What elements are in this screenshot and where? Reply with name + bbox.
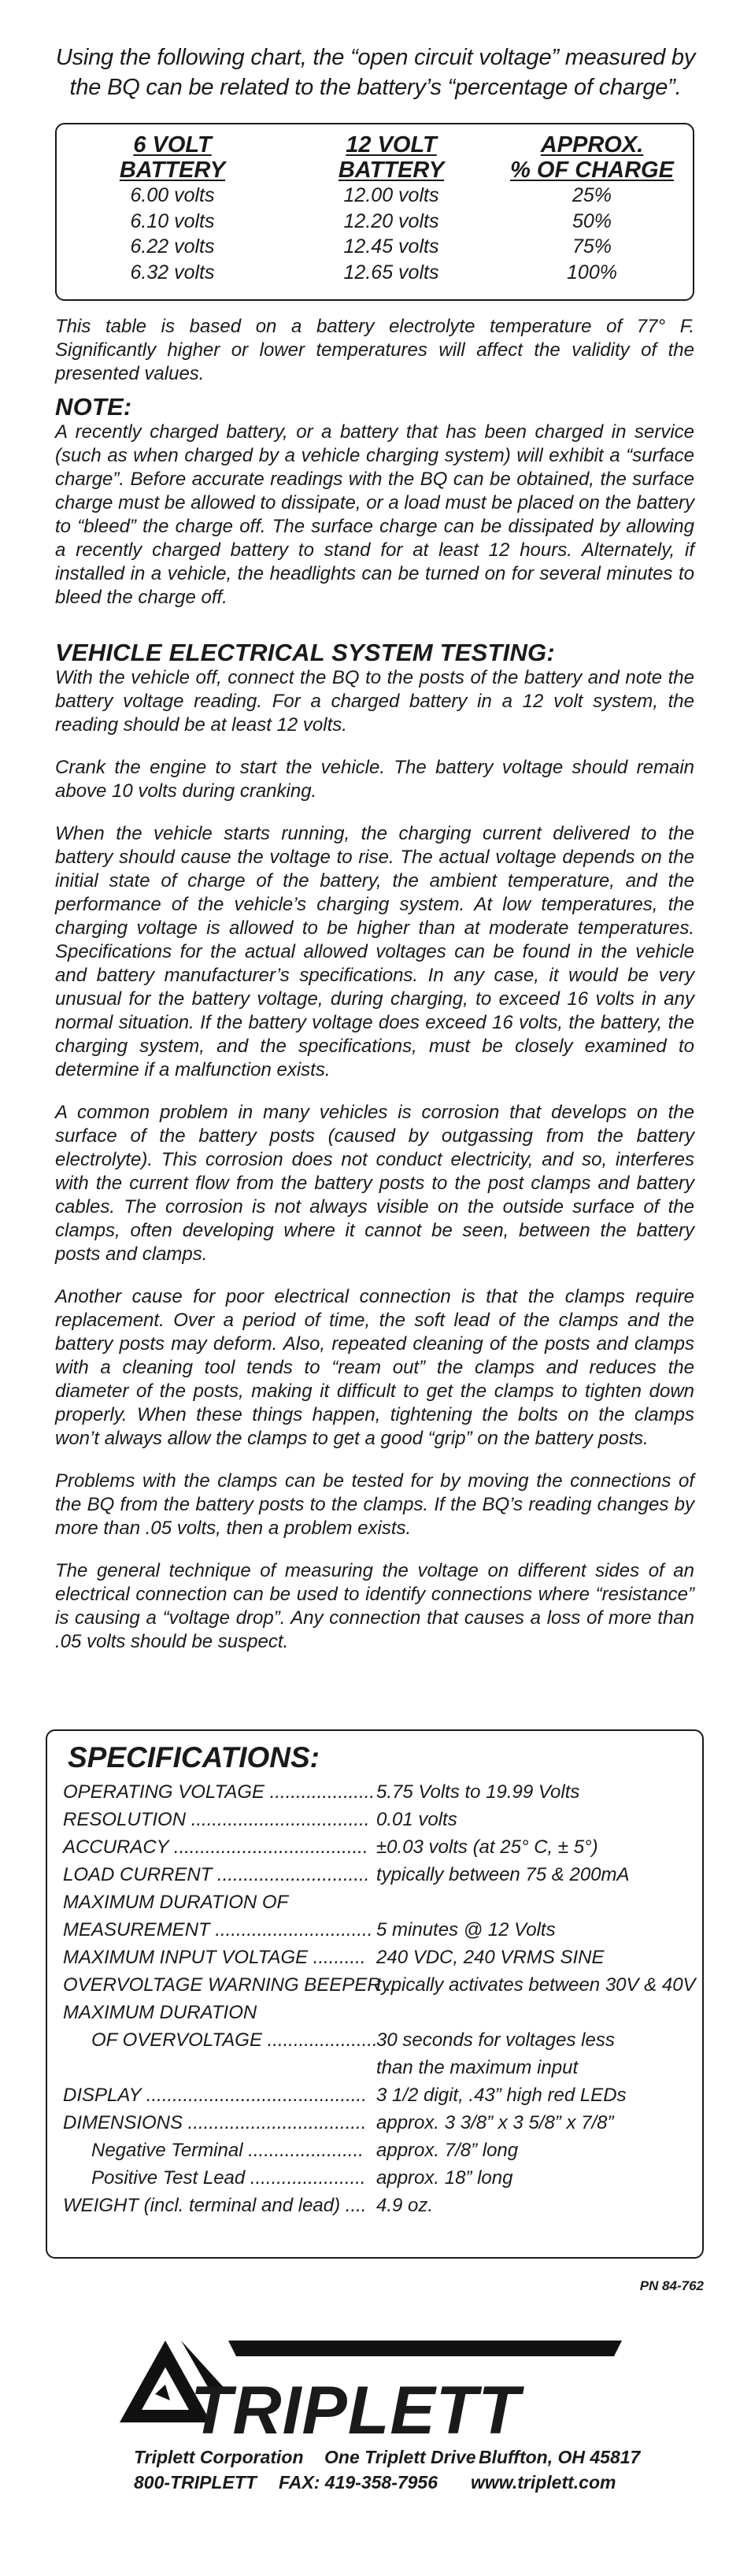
header-line: 6 VOLT (133, 132, 212, 158)
spec-row (63, 2054, 693, 2081)
paragraph: With the vehicle off, connect the BQ to the posts of the battery and note the battery voltage reading. For a charged battery in a 12 volt system, the reading should be at least 12 volts. (55, 667, 694, 736)
table-cell: 6.32 volts (130, 261, 215, 284)
paragraph: Another cause for poor electrical connection is that the clamps require replacement. Over a period of time, the soft lead of the clamps and the battery posts may deform. Also, repeated cleaning of the posts and clamps with a cleaning tool tends to “ream out” the clamps and reduces the diameter of the posts, making it difficult to get the clamps to tighten down properly. When these things happen, tightening the bolts on the clamps won’t always allow the clamps to get a good “grip” on the battery posts. (55, 1286, 694, 1449)
table-cell: 100% (567, 261, 617, 284)
spec-value: 5 minutes @ 12 Volts (376, 1919, 556, 1940)
spec-label: RESOLUTION .................................. (63, 1809, 370, 1830)
paragraph: A common problem in many vehicles is corrosion that develops on the surface of the battery posts (caused by outgassing from the battery electrolyte). This corrosion does not conduct electricity, and so, interferes with the current flow from the battery posts to the post clamps and battery cables. The corrosion is not always visible on the outside surface of the clamps, often developing where it cannot be seen, between the battery posts and clamps. (55, 1102, 694, 1265)
spec-label: Positive Test Lead ...................... (91, 2167, 366, 2189)
spec-row (63, 2137, 693, 2164)
intro-line-1: Using the following chart, the “open circuit voltage” measured by (55, 45, 696, 70)
spec-value: approx. 7/8” long (376, 2140, 519, 2161)
spec-value: approx. 3 3/8” x 3 5/8” x 7/8” (376, 2112, 614, 2133)
intro-text (31, 43, 720, 102)
column-percent-charge (505, 132, 679, 285)
temperature-note: This table is based on a battery electrolyte temperature of 77° F. Significantly higher or lower temperatures will affect the validity of the presented values. (55, 316, 694, 384)
spec-label: MAXIMUM DURATION (63, 2002, 257, 2023)
spec-value: typically between 75 & 200mA (376, 1864, 630, 1885)
table-cell: 12.45 volts (343, 235, 439, 258)
column-header (505, 132, 679, 183)
table-cell: 75% (572, 235, 612, 258)
charge-table (55, 123, 694, 301)
spec-value: 0.01 volts (376, 1809, 457, 1830)
spec-row (63, 1944, 693, 1971)
company-name: Triplett Corporation (134, 2447, 304, 2467)
brand-name: TRIPLETT (191, 2373, 520, 2448)
column-header (98, 132, 247, 183)
column-header (309, 132, 474, 183)
part-number: PN 84-762 (639, 2278, 704, 2293)
header-line: 12 VOLT (346, 132, 437, 158)
intro-line-2: the BQ can be related to the battery’s “percentage of charge”. (69, 75, 682, 100)
spec-value: than the maximum input (376, 2057, 579, 2078)
specifications-box (46, 1729, 704, 2259)
table-cell: 12.00 volts (343, 184, 439, 206)
spec-label: Negative Terminal ...................... (91, 2140, 364, 2161)
spec-label: LOAD CURRENT ............................. (63, 1864, 370, 1885)
column-12-volt (309, 132, 474, 285)
table-cell: 12.20 volts (343, 209, 439, 232)
paragraph: Problems with the clamps can be tested for by moving the connections of the BQ from the battery posts to the clamps. If the BQ’s reading changes by more than .05 volts, then a problem exists. (55, 1470, 694, 1539)
spec-label: OF OVERVOLTAGE ..................... (91, 2029, 378, 2051)
specifications-list (63, 1778, 696, 2219)
paragraph: Crank the engine to start the vehicle. The battery voltage should remain above 10 volts during cranking. (55, 757, 694, 802)
website-link[interactable]: www.triplett.com (471, 2472, 616, 2493)
spec-value: 240 VDC, 240 VRMS SINE (376, 1947, 605, 1968)
spec-row (63, 2164, 693, 2192)
spec-row (63, 1971, 696, 1999)
spec-label: WEIGHT (incl. terminal and lead) .... (63, 2195, 367, 2216)
table-cell: 6.00 volts (130, 184, 215, 206)
spec-row (63, 2026, 693, 2054)
spec-value: approx. 18” long (376, 2167, 513, 2189)
spec-row (63, 1806, 693, 1833)
spec-value: typically activates between 30V & 40V (376, 1974, 696, 1996)
fax-number: FAX: 419-358-7956 (279, 2472, 438, 2493)
paragraph: When the vehicle starts running, the charging current delivered to the battery should cause the voltage to rise. The actual voltage depends on the initial state of charge of the battery, the ambient temperature, and the performance of the vehicle’s charging system. At low temperatures, the charging voltage is allowed to be higher than at moderate temperatures. Specifications for the actual allowed voltages can be found in the vehicle and battery manufacturer’s specifications. In any case, it would be very unusual for the battery voltage, during charging, to exceed 16 volts in any normal situation. If the battery voltage does exceed 16 volts, the battery, the charging system, and the specifications, must be closely examined to determine if a malfunction exists. (55, 823, 694, 1080)
specifications-heading: SPECIFICATIONS: (68, 1741, 320, 1774)
spec-row (63, 2192, 693, 2219)
spec-row (63, 1999, 693, 2026)
vehicle-testing-section (55, 639, 694, 1673)
note-paragraph: A recently charged battery, or a battery that has been charged in service (such as when charged by a vehicle charging system) will exhibit a “surface charge”. Before accurate readings with the BQ can be obtained, the surface charge must be allowed to dissipate, or a load must be placed on the battery to “bleed” the charge off. The surface charge can be dissipated by allowing a recently charged battery to stand for at least 12 hours. Alternately, if installed in a vehicle, the headlights can be turned on for several minutes to bleed the charge off. (55, 421, 694, 608)
spec-row (63, 2109, 693, 2137)
table-cell: 6.22 volts (130, 235, 215, 258)
spec-row (63, 1778, 693, 1806)
header-line: % OF CHARGE (510, 158, 674, 183)
spec-label: MAXIMUM DURATION OF (63, 1892, 289, 1913)
spec-label: DISPLAY .......................................... (63, 2085, 367, 2106)
column-6-volt (98, 132, 247, 285)
spec-label: OPERATING VOLTAGE .................... (63, 1781, 376, 1803)
vehicle-testing-heading: VEHICLE ELECTRICAL SYSTEM TESTING: (55, 639, 555, 666)
spec-value: 3 1/2 digit, .43” high red LEDs (376, 2085, 627, 2106)
spec-label: MAXIMUM INPUT VOLTAGE .......... (63, 1947, 366, 1968)
company-address (134, 2444, 641, 2495)
table-cell: 12.65 volts (343, 261, 439, 284)
spec-row (63, 1861, 693, 1888)
table-cell: 25% (572, 184, 612, 206)
header-line: BATTERY (119, 158, 226, 183)
spec-row (63, 1916, 693, 1944)
spec-label: DIMENSIONS .................................. (63, 2112, 367, 2133)
spec-value: 5.75 Volts to 19.99 Volts (376, 1781, 580, 1803)
phone-number: 800-TRIPLETT (134, 2472, 257, 2493)
spec-row (63, 1888, 693, 1916)
spec-label: ACCURACY ..................................... (63, 1837, 368, 1858)
street-address: One Triplett Drive (324, 2447, 476, 2467)
spec-label: MEASUREMENT .............................. (63, 1919, 373, 1940)
note-heading: NOTE: (55, 393, 132, 421)
spec-value: 4.9 oz. (376, 2195, 434, 2216)
spec-value: ±0.03 volts (at 25° C, ± 5°) (376, 1837, 598, 1858)
header-line: APPROX. (540, 132, 644, 158)
header-line: BATTERY (338, 158, 445, 183)
paragraph: The general technique of measuring the voltage on different sides of an electrical connection can be used to identify connections where “resistance” is causing a “voltage drop”. Any connection that causes a loss of more than .05 volts should be suspect. (55, 1560, 694, 1652)
table-cell: 6.10 volts (130, 209, 215, 232)
city-state-zip: Bluffton, OH 45817 (479, 2447, 641, 2467)
spec-row (63, 2081, 693, 2109)
note-section (55, 394, 694, 628)
spec-value: 30 seconds for voltages less (376, 2029, 615, 2051)
spec-label: OVERVOLTAGE WARNING BEEPER ... (63, 1974, 402, 1996)
spec-row (63, 1833, 693, 1861)
table-cell: 50% (572, 209, 612, 232)
